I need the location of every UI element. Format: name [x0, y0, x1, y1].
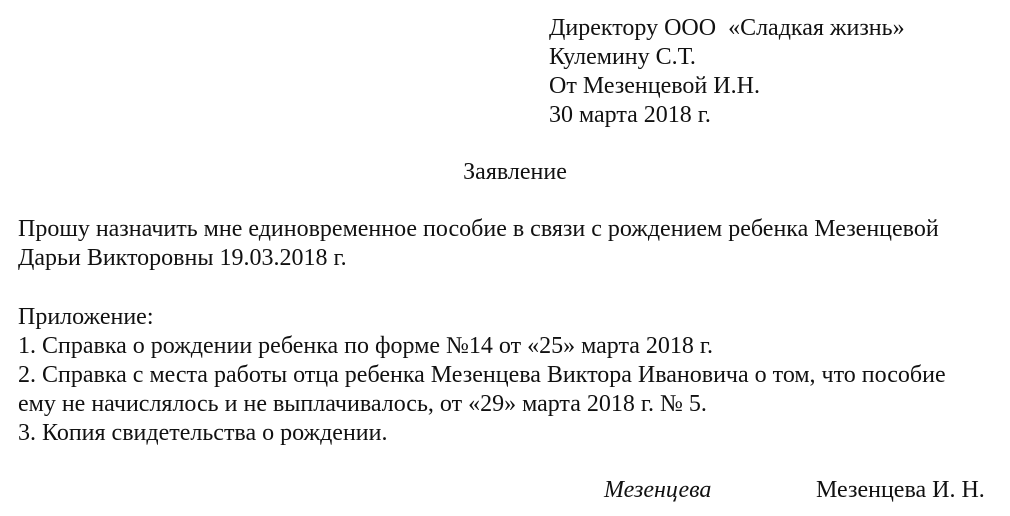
paragraph-line: Прошу назначить мне единовременное пособие в связи с рождением ребенка Мезенцевой	[18, 216, 939, 242]
addressee-block	[549, 14, 905, 130]
signatory-name: Мезенцева И. Н.	[816, 477, 985, 503]
attachments-heading: Приложение:	[18, 304, 154, 330]
handwritten-signature: Мезенцева	[604, 477, 712, 503]
paragraph-line: Дарьи Викторовны 19.03.2018 г.	[18, 245, 347, 271]
attachment-item: 2. Справка с места работы отца ребенка Мезенцева Виктора Ивановича о том, что пособие	[18, 362, 946, 388]
attachment-item: ему не начислялось и не выплачивалось, от «29» марта 2018 г. № 5.	[18, 391, 707, 417]
addressee-line: Директору ООО «Сладкая жизнь»	[549, 15, 905, 41]
request-paragraph	[18, 215, 998, 273]
document-date: 30 марта 2018 г.	[549, 102, 711, 128]
attachments-block	[18, 303, 998, 448]
addressee-line: Кулемину С.Т.	[549, 44, 696, 70]
attachment-item: 1. Справка о рождении ребенка по форме №14 от «25» марта 2018 г.	[18, 333, 714, 359]
document-title: Заявление	[463, 159, 567, 185]
addressee-line: От Мезенцевой И.Н.	[549, 73, 760, 99]
attachment-item: 3. Копия свидетельства о рождении.	[18, 420, 388, 446]
